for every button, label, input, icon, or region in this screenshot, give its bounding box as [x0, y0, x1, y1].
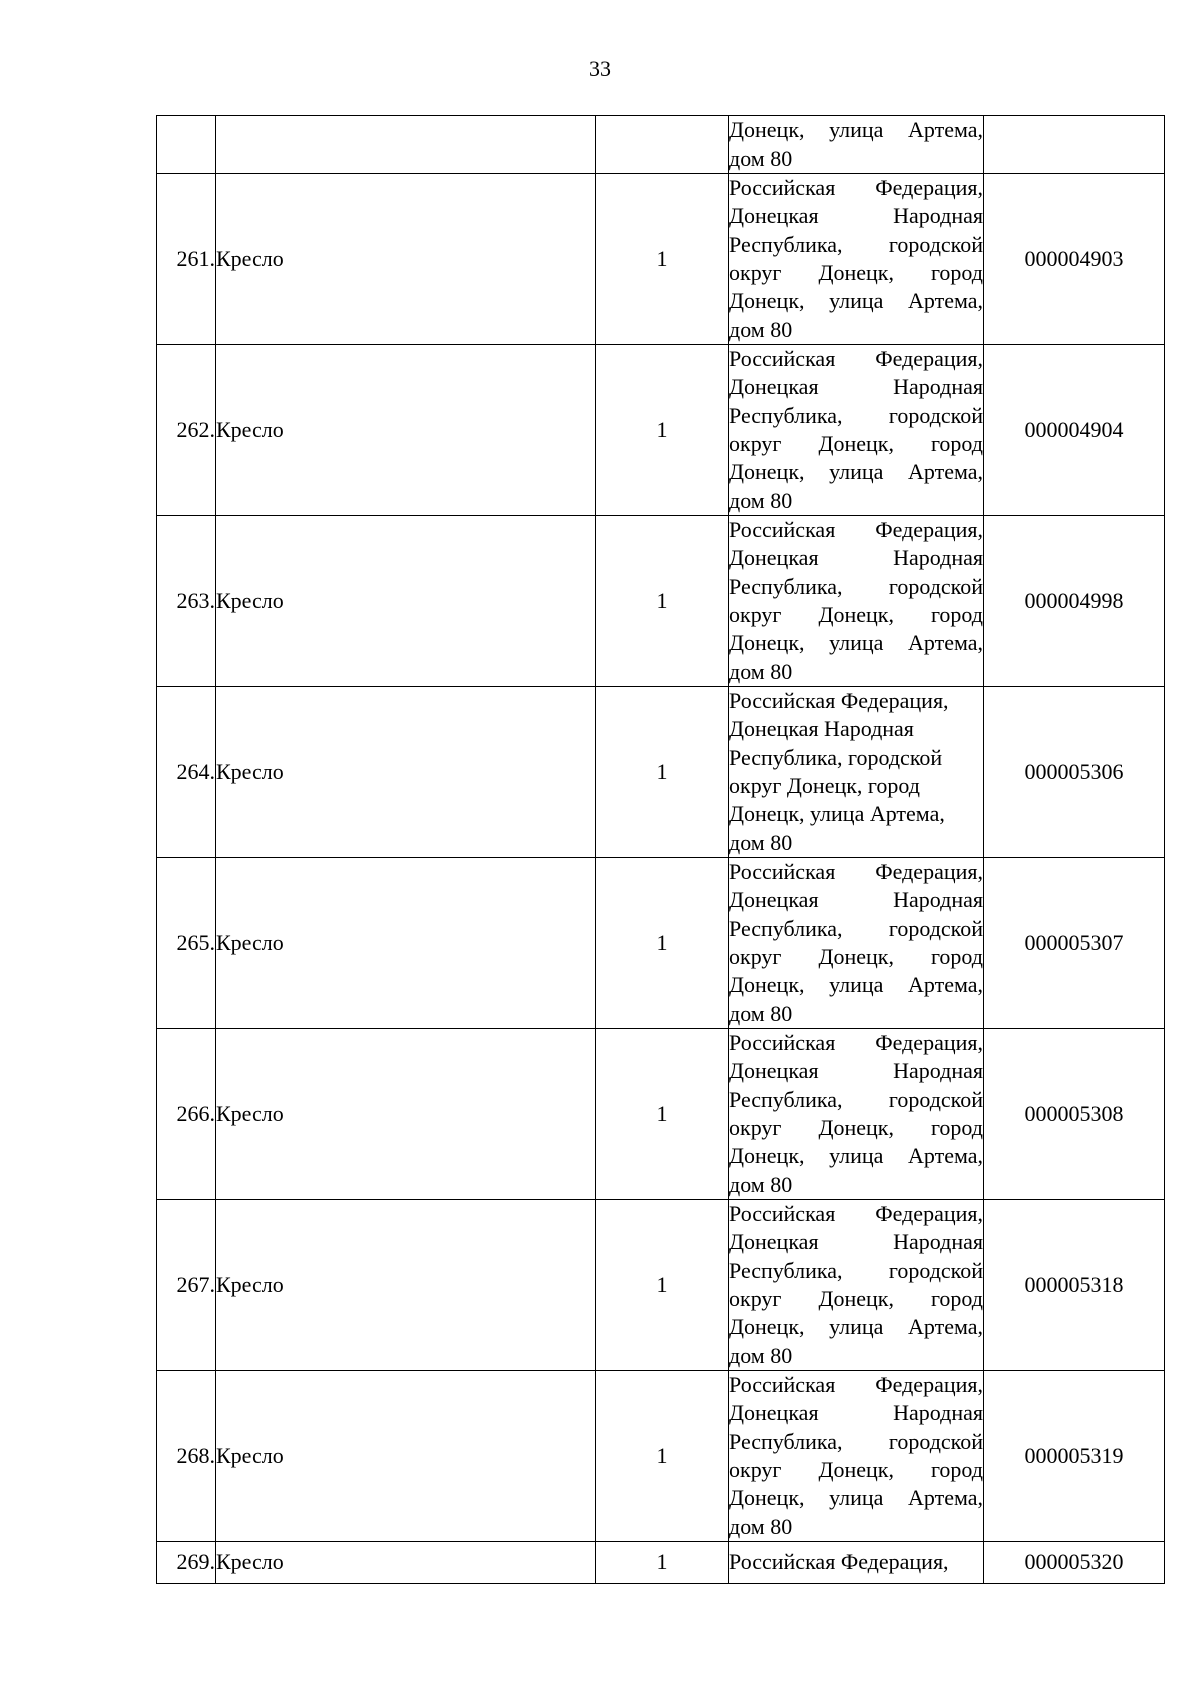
table-row	[157, 174, 1165, 345]
table-row-last	[157, 1542, 1165, 1584]
quantity-cell: 1	[596, 516, 729, 687]
row-number-cell: 263.	[157, 516, 216, 687]
inventory-number-cell: 000005320	[984, 1542, 1165, 1584]
table-row	[157, 1200, 1165, 1371]
address-cell: Российская Федерация, Донецкая Народная Республика, городской округ Донецк, город Донецк, улица Артема, дом 80	[729, 345, 984, 516]
row-number-cell: 262.	[157, 345, 216, 516]
address-cell: Донецк, улица Артема, дом 80	[729, 116, 984, 174]
quantity-cell	[596, 116, 729, 174]
item-name-cell: Кресло	[216, 1029, 596, 1200]
table-row	[157, 858, 1165, 1029]
item-name-cell: Кресло	[216, 345, 596, 516]
inventory-number-cell: 000004998	[984, 516, 1165, 687]
row-number-cell	[157, 116, 216, 174]
item-name-cell: Кресло	[216, 174, 596, 345]
row-number-cell: 264.	[157, 687, 216, 858]
table-row	[157, 516, 1165, 687]
inventory-number-cell: 000005318	[984, 1200, 1165, 1371]
row-number-cell: 265.	[157, 858, 216, 1029]
table-row	[157, 687, 1165, 858]
address-cell: Российская Федерация, Донецкая Народная Республика, городской округ Донецк, город Донецк, улица Артема, дом 80	[729, 1029, 984, 1200]
address-cell: Российская Федерация, Донецкая Народная Республика, городской округ Донецк, город Донецк, улица Артема, дом 80	[729, 858, 984, 1029]
row-number-cell: 267.	[157, 1200, 216, 1371]
quantity-cell: 1	[596, 1029, 729, 1200]
row-number-cell: 269.	[157, 1542, 216, 1584]
quantity-cell: 1	[596, 1200, 729, 1371]
quantity-cell: 1	[596, 345, 729, 516]
quantity-cell: 1	[596, 687, 729, 858]
address-cell: Российская Федерация,	[729, 1542, 984, 1584]
address-cell: Российская Федерация, Донецкая Народная Республика, городской округ Донецк, город Донецк, улица Артема, дом 80	[729, 516, 984, 687]
inventory-number-cell: 000005306	[984, 687, 1165, 858]
address-cell: Российская Федерация, Донецкая Народная Республика, городской округ Донецк, город Донецк, улица Артема, дом 80	[729, 174, 984, 345]
item-name-cell: Кресло	[216, 858, 596, 1029]
table-row	[157, 1029, 1165, 1200]
item-name-cell: Кресло	[216, 1200, 596, 1371]
quantity-cell: 1	[596, 174, 729, 345]
page-number: 33	[589, 56, 611, 81]
row-number-cell: 266.	[157, 1029, 216, 1200]
address-cell: Российская Федерация, Донецкая Народная Республика, городской округ Донецк, город Донецк, улица Артема, дом 80	[729, 687, 984, 858]
item-name-cell	[216, 116, 596, 174]
inventory-number-cell: 000005319	[984, 1371, 1165, 1542]
table-row-continuation	[157, 116, 1165, 174]
address-cell: Российская Федерация, Донецкая Народная Республика, городской округ Донецк, город Донецк, улица Артема, дом 80	[729, 1200, 984, 1371]
inventory-number-cell: 000004904	[984, 345, 1165, 516]
inventory-number-cell: 000005308	[984, 1029, 1165, 1200]
table-row	[157, 345, 1165, 516]
quantity-cell: 1	[596, 1371, 729, 1542]
address-cell: Российская Федерация, Донецкая Народная Республика, городской округ Донецк, город Донецк, улица Артема, дом 80	[729, 1371, 984, 1542]
property-registry-table	[156, 115, 1165, 1584]
item-name-cell: Кресло	[216, 516, 596, 687]
row-number-cell: 261.	[157, 174, 216, 345]
quantity-cell: 1	[596, 1542, 729, 1584]
inventory-number-cell: 000005307	[984, 858, 1165, 1029]
inventory-number-cell: 000004903	[984, 174, 1165, 345]
row-number-cell: 268.	[157, 1371, 216, 1542]
item-name-cell: Кресло	[216, 1371, 596, 1542]
item-name-cell: Кресло	[216, 687, 596, 858]
inventory-number-cell	[984, 116, 1165, 174]
quantity-cell: 1	[596, 858, 729, 1029]
item-name-cell: Кресло	[216, 1542, 596, 1584]
table-row	[157, 1371, 1165, 1542]
